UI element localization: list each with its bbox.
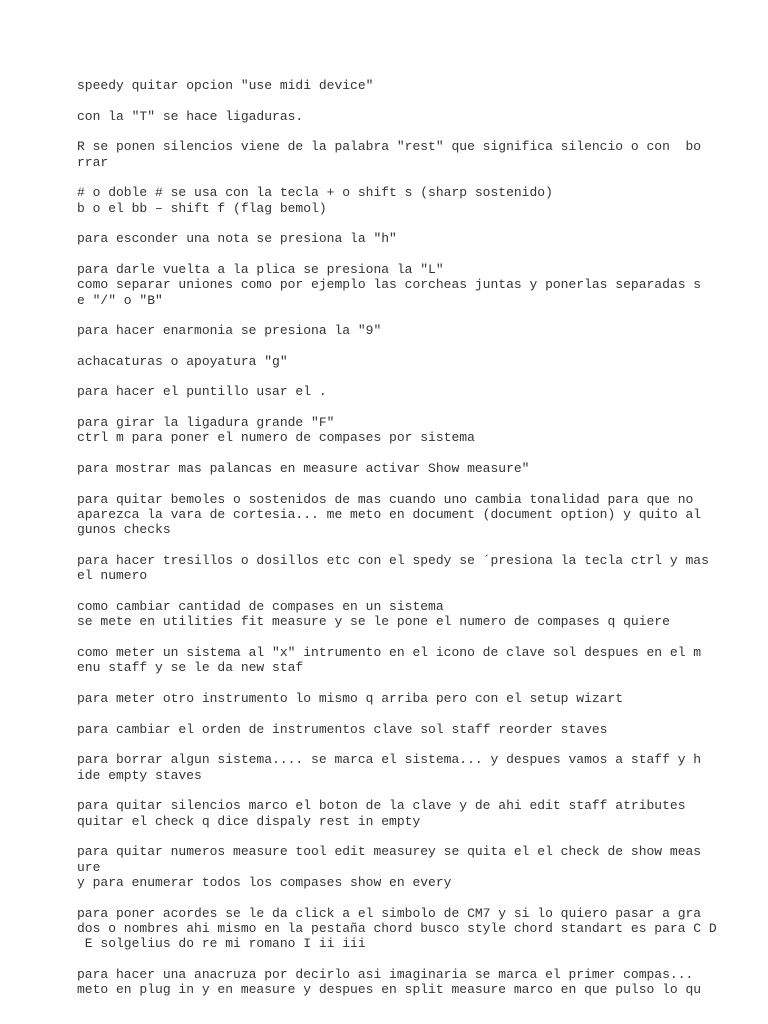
text-line: para meter otro instrumento lo mismo q arriba pero con el setup wizart	[77, 690, 624, 706]
text-line: para cambiar el orden de instrumentos clave sol staff reorder staves	[77, 721, 608, 737]
note-paragraph	[77, 231, 737, 246]
text-line: achacaturas o apoyatura "g"	[77, 353, 288, 369]
text-line: E solgelius do re mi romano I ii iii	[77, 936, 366, 952]
note-paragraph	[77, 722, 737, 737]
text-line: para girar la ligadura grande "F"	[77, 414, 335, 430]
text-line: aparezca la vara de cortesia... me meto en document (document option) y quito al	[77, 506, 702, 522]
text-line: como separar uniones como por ejemplo las corcheas juntas y ponerlas separadas s	[77, 277, 702, 293]
text-line: para mostrar mas palancas en measure activar Show measure"	[77, 460, 530, 476]
note-paragraph	[77, 415, 737, 446]
text-line: como cambiar cantidad de compases en un sistema	[77, 598, 444, 614]
text-line: para hacer una anacruza por decirlo asi imaginaria se marca el primer compas...	[77, 966, 694, 982]
note-paragraph	[77, 461, 737, 476]
text-line: para darle vuelta a la plica se presiona la "L"	[77, 261, 444, 277]
text-line: para quitar bemoles o sostenidos de mas cuando uno cambia tonalidad para que no	[77, 491, 694, 507]
note-paragraph	[77, 262, 737, 308]
text-line: ure	[77, 859, 101, 875]
text-line: # o doble # se usa con la tecla + o shift s (sharp sostenido)	[77, 185, 553, 201]
text-line: el numero	[77, 568, 148, 584]
text-line: para poner acordes se le da click a el simbolo de CM7 y si lo quiero pasar a gra	[77, 905, 702, 921]
note-paragraph	[77, 691, 737, 706]
text-line: rrar	[77, 154, 109, 170]
text-line: para borrar algun sistema.... se marca el sistema... y despues vamos a staff y h	[77, 752, 702, 768]
text-line: para hacer tresillos o dosillos etc con el spedy se ´presiona la tecla ctrl y mas	[77, 552, 709, 568]
note-paragraph	[77, 139, 737, 170]
text-line: dos o nombres ahi mismo en la pestaña chord busco style chord standart es para C D	[77, 920, 717, 936]
text-line: e "/" o "B"	[77, 292, 163, 308]
text-line: y para enumerar todos los compases show en every	[77, 874, 452, 890]
note-paragraph	[77, 492, 737, 538]
text-line: meto en plug in y en measure y despues en split measure marco en que pulso lo qu	[77, 982, 702, 998]
note-paragraph	[77, 109, 737, 124]
text-line: para quitar numeros measure tool edit measurey se quita el el check de show meas	[77, 844, 702, 860]
text-line: R se ponen silencios viene de la palabra "rest" que significa silencio o con bo	[77, 139, 702, 155]
text-line: se mete en utilities fit measure y se le pone el numero de compases q quiere	[77, 614, 670, 630]
note-paragraph	[77, 645, 737, 676]
text-line: enu staff y se le da new staf	[77, 660, 304, 676]
text-line: con la "T" se hace ligaduras.	[77, 108, 304, 124]
note-paragraph	[77, 967, 737, 998]
text-line: para quitar silencios marco el boton de la clave y de ahi edit staff atributes	[77, 798, 686, 814]
text-line: quitar el check q dice dispaly rest in empty	[77, 813, 421, 829]
text-line: para hacer enarmonia se presiona la "9"	[77, 323, 382, 339]
text-line: ide empty staves	[77, 767, 202, 783]
note-paragraph	[77, 752, 737, 783]
text-line: como meter un sistema al "x" intrumento en el icono de clave sol despues en el m	[77, 644, 702, 660]
text-line: gunos checks	[77, 522, 171, 538]
document-text-body	[77, 78, 737, 1013]
text-line: ctrl m para poner el numero de compases por sistema	[77, 430, 475, 446]
note-paragraph	[77, 185, 737, 216]
note-paragraph	[77, 553, 737, 584]
note-paragraph	[77, 354, 737, 369]
note-paragraph	[77, 798, 737, 829]
text-line: b o el bb – shift f (flag bemol)	[77, 200, 327, 216]
note-paragraph	[77, 844, 737, 890]
note-paragraph	[77, 906, 737, 952]
text-line: para esconder una nota se presiona la "h"	[77, 231, 397, 247]
note-paragraph	[77, 323, 737, 338]
text-line: speedy quitar opcion "use midi device"	[77, 78, 374, 93]
note-paragraph	[77, 78, 737, 93]
text-line: para hacer el puntillo usar el .	[77, 384, 327, 400]
note-paragraph	[77, 384, 737, 399]
note-paragraph	[77, 599, 737, 630]
